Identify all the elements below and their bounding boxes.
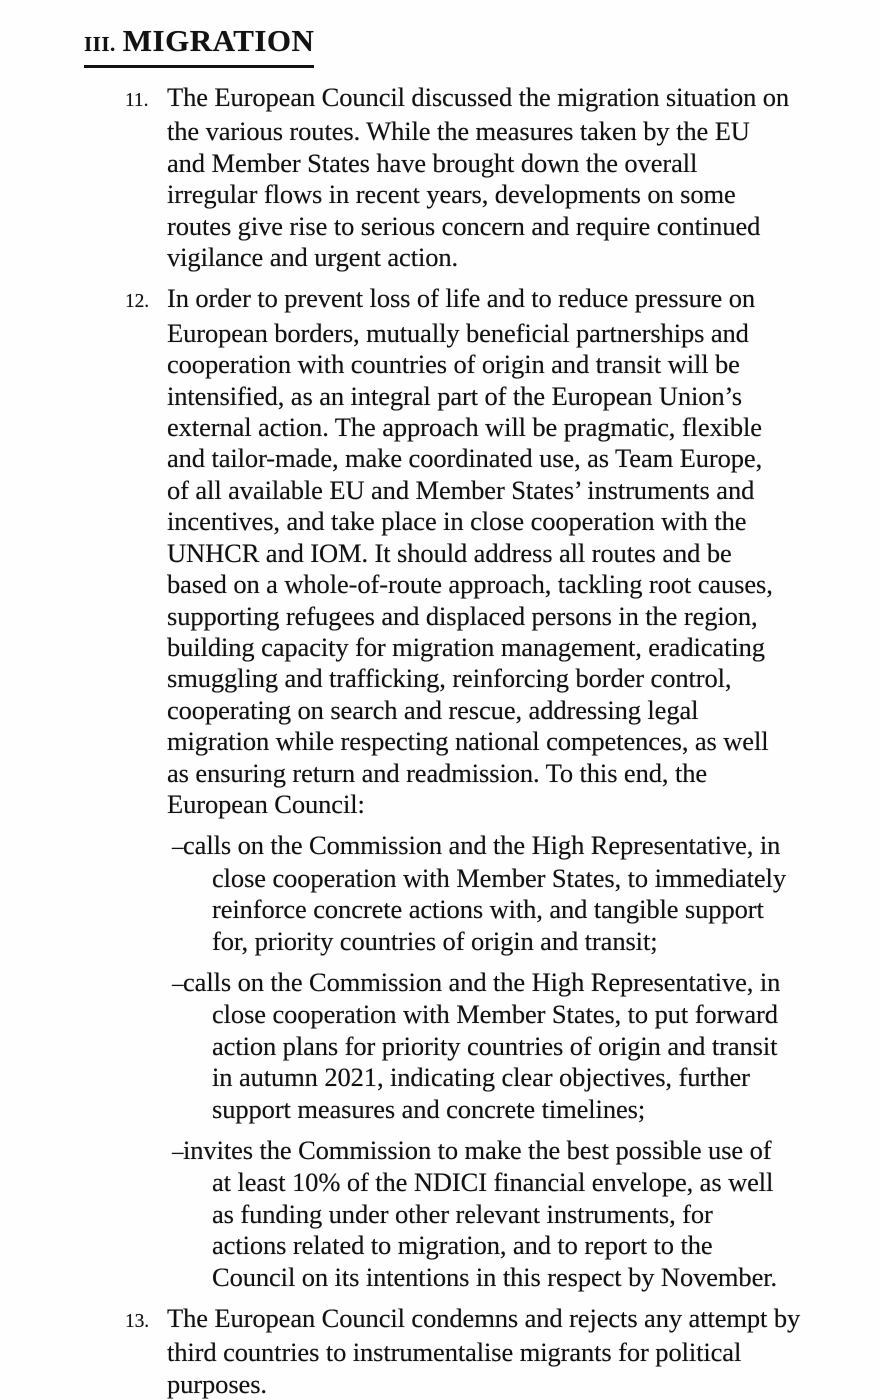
paragraph-line: UNHCR and IOM. It should address all routes and be [167,537,732,568]
paragraph-number: 12. [125,291,150,313]
paragraph-line: cooperating on search and rescue, addressing legal [167,694,699,725]
paragraph-line [125,1303,880,1337]
sub-item-line: close cooperation with Member States, to immediately [212,862,786,893]
sub-item-line: for, priority countries of origin and transit; [212,925,658,956]
paragraph-line: European borders, mutually beneficial partnerships and [167,317,749,348]
section-numeral: III. [84,32,116,56]
sub-item-line [172,830,880,862]
paragraph-line: European Council: [167,788,365,819]
sub-item-line: actions related to migration, and to report to the [212,1230,713,1261]
paragraph-line: vigilance and urgent action. [167,242,459,273]
section-heading [84,24,314,68]
sub-item-text: invites the Commission to make the best possible use of [183,1135,772,1165]
paragraph [125,82,880,273]
dash-marker: – [172,834,184,860]
sub-item-line [172,1135,880,1167]
paragraph-number: 13. [125,1311,150,1333]
paragraph-number: 11. [125,90,149,111]
paragraph-line: based on a whole-of-route approach, tackling root causes, [167,569,773,600]
paragraph-line: cooperation with countries of origin and transit will be [167,349,740,380]
paragraph-line: irregular flows in recent years, developments on some [167,179,736,210]
paragraph-text: The European Council condemns and rejects any attempt by [167,1303,801,1334]
sub-item-line: support measures and concrete timelines; [212,1093,646,1124]
paragraph-line: third countries to instrumentalise migrants for political [167,1337,742,1368]
paragraph-line: the various routes. While the measures taken by the EU [167,116,750,147]
paragraph-line: and Member States have brought down the overall [167,147,698,178]
sub-item-line: close cooperation with Member States, to put forward [212,999,778,1030]
sub-item [172,966,880,1125]
sub-item-line: action plans for priority countries of origin and transit [212,1030,778,1061]
paragraph [125,283,880,820]
paragraph-line [125,82,880,116]
paragraph-line: external action. The approach will be pragmatic, flexible [167,412,762,443]
document-body [0,82,880,1400]
paragraph-line: migration while respecting national competences, as well [167,726,769,757]
paragraph-line: building capacity for migration management, eradicating [167,631,765,662]
sub-item-line: Council on its intentions in this respect by November. [212,1261,778,1292]
sub-item-text: calls on the Commission and the High Representative, in [183,830,781,861]
paragraph-line [125,283,880,317]
sub-item-line: in autumn 2021, indicating clear objectives, further [212,1062,750,1093]
paragraph-text: The European Council discussed the migration situation on [167,82,790,112]
sub-item [172,1135,880,1293]
paragraph-line: and tailor-made, make coordinated use, as Team Europe, [167,443,763,474]
paragraph [125,1303,880,1400]
paragraph-line: incentives, and take place in close cooperation with the [167,506,747,537]
dash-marker: – [172,970,184,996]
paragraph-line: supporting refugees and displaced persons in the region, [167,600,758,631]
dash-marker: – [172,1139,184,1164]
sub-item-line: reinforce concrete actions with, and tangible support [212,894,764,925]
paragraph-line: purposes. [167,1368,267,1399]
sub-item-line: at least 10% of the NDICI financial envelope, as well [212,1167,774,1198]
paragraph-line: as ensuring return and readmission. To this end, the [167,757,708,788]
paragraph-line: routes give rise to serious concern and require continued [167,210,761,241]
sub-item-text: calls on the Commission and the High Representative, in [183,966,781,997]
paragraph-line: intensified, as an integral part of the European Union’s [167,380,743,411]
sub-item-line [172,967,880,999]
paragraph-text: In order to prevent loss of life and to reduce pressure on [167,283,756,314]
paragraph-line: smuggling and trafficking, reinforcing border control, [167,663,732,694]
sub-item [172,830,880,957]
paragraph-line: of all available EU and Member States’ instruments and [167,474,755,505]
section-title: MIGRATION [122,23,315,58]
sub-item-line: as funding under other relevant instruments, for [212,1198,713,1229]
